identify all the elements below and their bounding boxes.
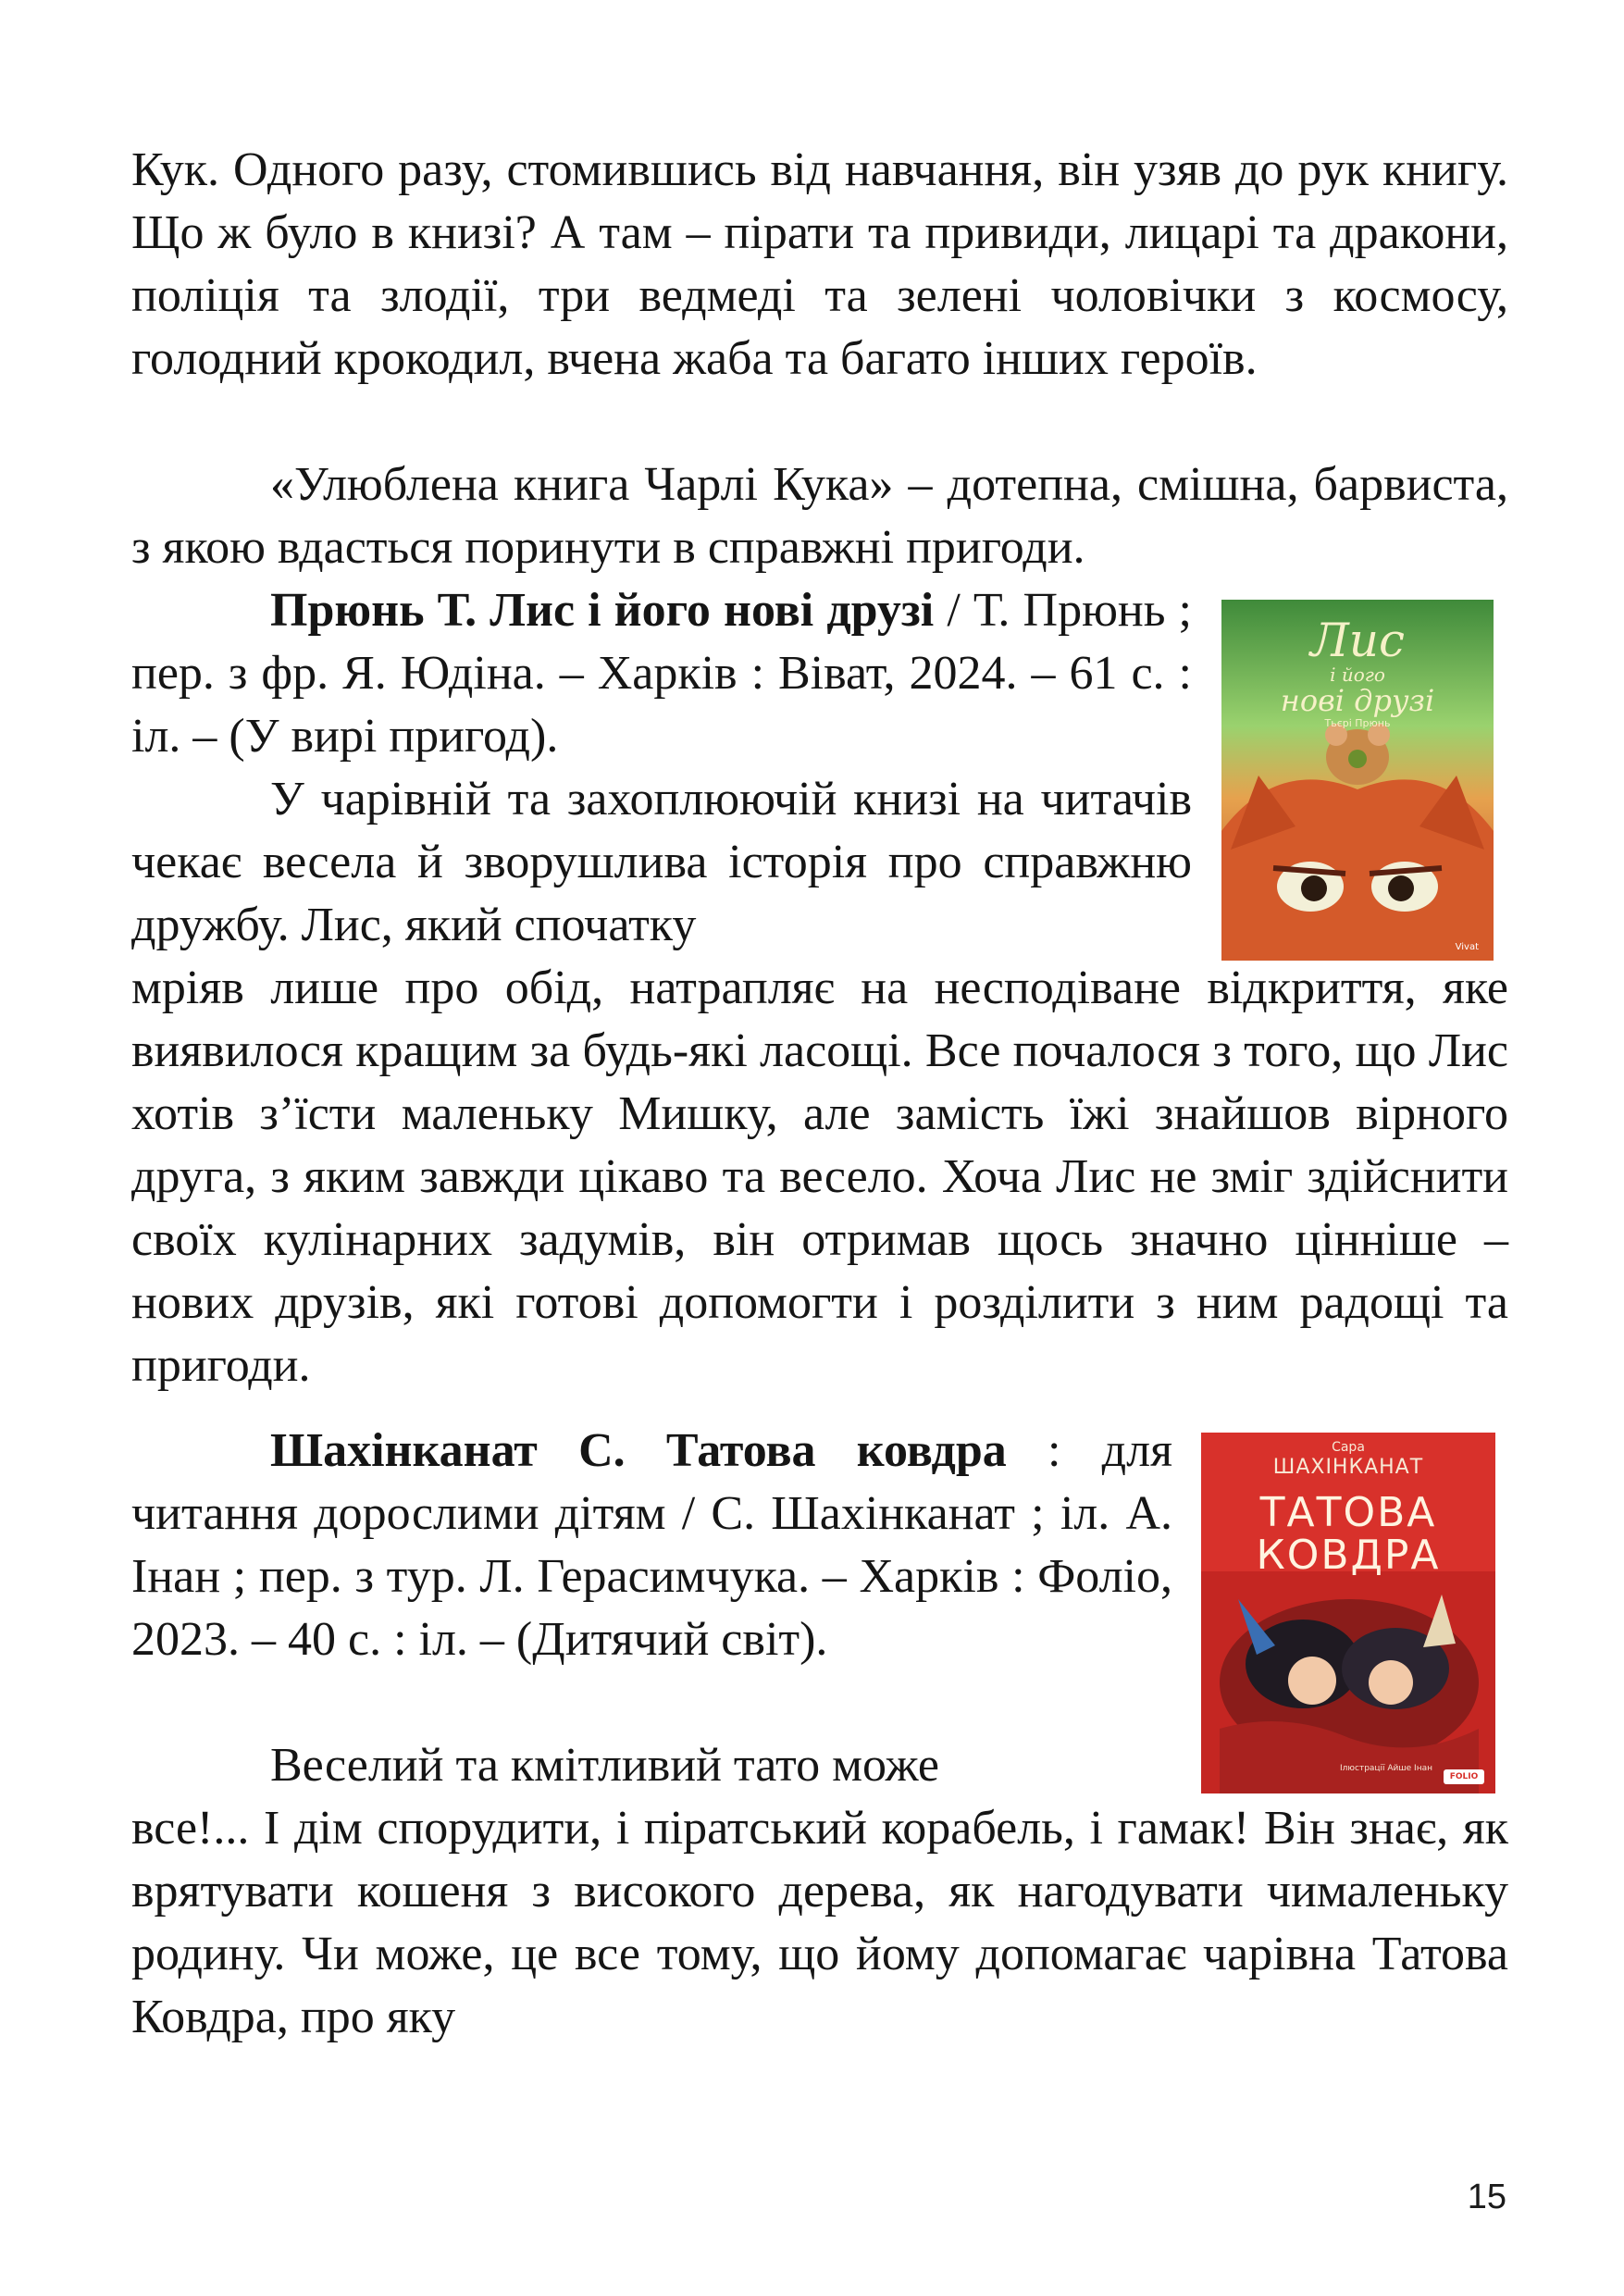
book-description-lis-continued: мріяв лише про обід, натрапляє на несподіване відкриття, яке виявилося кращим за будь-які ласощі. Все почалося з того, що Лис хотів з’їсти маленьку Мишку, але замість їжі знайшов вірного друга, з яким завжди цікаво та весело. Хоча Лис не зміг здійснити своїх кулінарних задумів, він отримав щось значно цінніше – нових друзів, які готові допомогти і розділити з ним радощі та пригоди. xyxy=(131,962,1508,1392)
book-bibliographic-details-tatova-kovdra: : для читання дорослими дітям / С. Шахінканат ; іл. А. Інан ; пер. з тур. Л. Герасимчука. – Харків : Фоліо, 2023. – 40 с. : іл. – (Дитячий світ). xyxy=(131,1424,1172,1666)
cover-illustrator: Ілюстрації Айше Інан xyxy=(1340,1764,1432,1773)
cover-publisher-logo: Vivat xyxy=(1455,942,1479,952)
book-title-lis: Прюнь Т. Лис і його нові друзі xyxy=(270,584,935,637)
cover-title-line2: і його xyxy=(1330,664,1385,686)
book-title-tatova-kovdra: Шахінканат С. Татова ковдра xyxy=(270,1424,1007,1477)
cover-author: Тьєрі Прюнь xyxy=(1324,717,1391,729)
book-bibliographic-details-lis: / Т. Прюнь ; пер. з фр. Я. Юдіна. – Харків : Віват, 2024. – 61 с. : іл. – (У вирі пригод). xyxy=(131,584,1192,763)
cover-author-last-name: ШАХІНКАНАТ xyxy=(1272,1456,1424,1479)
book-cover-lis xyxy=(1221,600,1494,961)
paragraph-summary: «Улюблена книга Чарлі Кука» – дотепна, смішна, барвиста, з якою вдасться поринути в справжні пригоди. xyxy=(131,458,1508,574)
book-entry-lis xyxy=(131,579,1192,768)
book-entry-tatova-kovdra xyxy=(131,1420,1172,1671)
cover-author-first-name: Сара xyxy=(1332,1440,1365,1455)
cover-title-line1: Лис xyxy=(1310,614,1405,667)
book-description-kovdra-continued: все!... І дім спорудити, і піратський корабель, і гамак! Він знає, як врятувати кошеня з високого дерева, як нагодувати чималеньку родину. Чи може, це все тому, що йому допомагає чарівна Татова Ковдра, про яку xyxy=(131,1802,1508,2043)
book-description-lis-start: У чарівній та захоплюючій книзі на читачів чекає весела й зворушлива історія про справжню дружбу. Лис, який спочатку xyxy=(131,773,1192,951)
cover-title-line3: нові друзі xyxy=(1280,683,1435,718)
cover-title-line1: ТАТОВА xyxy=(1259,1489,1437,1536)
cover-publisher-logo: FOLIO xyxy=(1449,1772,1479,1781)
book-description-kovdra-start: Веселий та кмітливий тато може xyxy=(270,1739,939,1792)
cover-title-line2: КОВДРА xyxy=(1256,1532,1441,1579)
page-number: 15 xyxy=(1467,2178,1506,2216)
book-cover-tatova-kovdra xyxy=(1201,1433,1495,1793)
paragraph-intro-continuation: Кук. Одного разу, стомившись від навчання, він узяв до рук книгу. Що ж було в книзі? А там – пірати та привиди, лицарі та дракони, поліція та злодії, три ведмеді та зелені чоловічки з космосу, голодний крокодил, вчена жаба та багато інших героїв. xyxy=(131,143,1508,385)
